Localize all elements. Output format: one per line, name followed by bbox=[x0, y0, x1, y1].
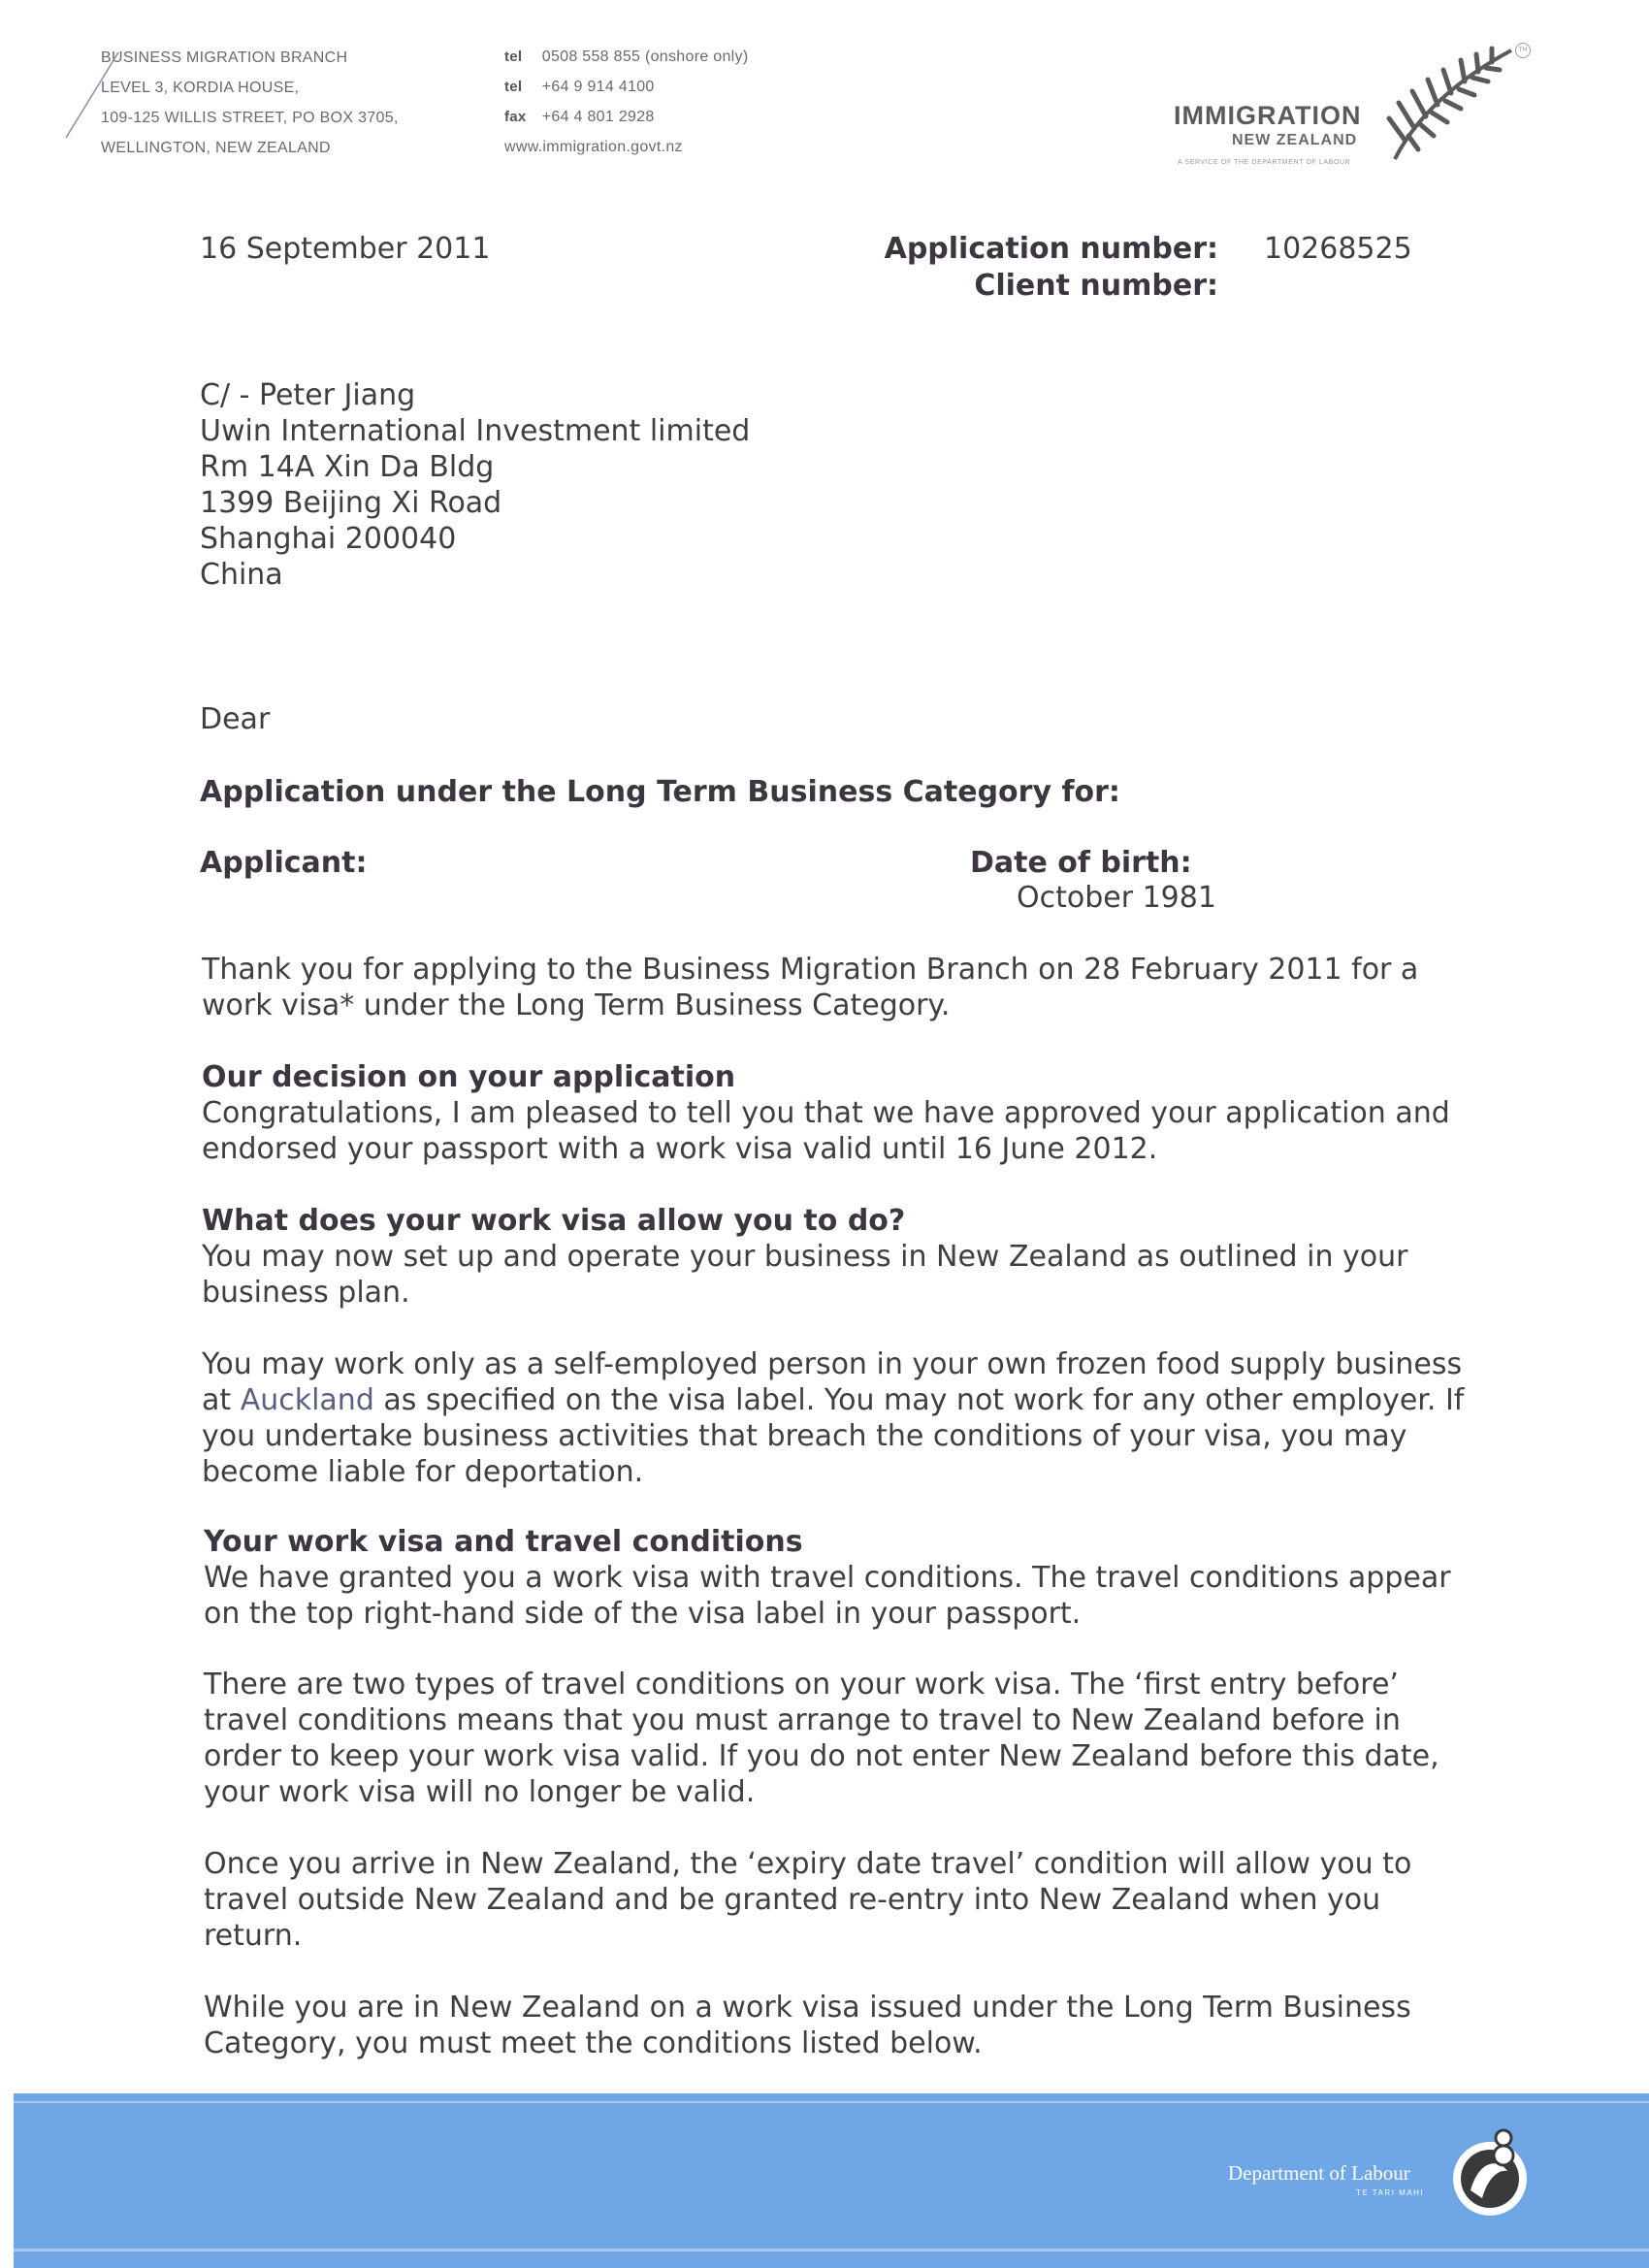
dob-value: October 1981 bbox=[1017, 881, 1216, 915]
decision-section bbox=[202, 1059, 1463, 1167]
website-link[interactable]: www.immigration.govt.nz bbox=[504, 139, 683, 155]
section-heading: Our decision on your application bbox=[202, 1060, 736, 1094]
visa-allowance-section bbox=[202, 1203, 1463, 1311]
contact-row: fax +64 4 801 2928 bbox=[504, 109, 655, 125]
recipient-address bbox=[200, 377, 750, 593]
travel-conditions-section bbox=[204, 1524, 1484, 1632]
branch-address bbox=[101, 43, 399, 163]
applicant-label: Applicant: bbox=[200, 846, 368, 880]
conditions-intro-paragraph: While you are in New Zealand on a work visa issued under the Long Term Business Category, you must meet the conditions listed below. bbox=[204, 1991, 1411, 2060]
logo-title: IMMIGRATION bbox=[1174, 101, 1362, 130]
trademark-icon: TM bbox=[1515, 43, 1531, 58]
immigration-nz-logo bbox=[1174, 43, 1528, 178]
silver-fern-icon bbox=[1375, 43, 1521, 164]
client-number-label: Client number: bbox=[974, 269, 1218, 303]
recipient-line: Uwin International Investment limited bbox=[200, 414, 751, 448]
recipient-line: Shanghai 200040 bbox=[200, 522, 457, 556]
recipient-line: 1399 Beijing Xi Road bbox=[200, 486, 502, 520]
section-heading: What does your work visa allow you to do? bbox=[202, 1204, 906, 1238]
branch-contacts bbox=[504, 42, 748, 162]
section-text: We have granted you a work visa with travel conditions. The travel conditions appear on the top right-hand side of the visa label in your passport. bbox=[204, 1561, 1451, 1631]
department-of-labour-logo-icon bbox=[1449, 2122, 1536, 2219]
expiry-travel-paragraph: Once you arrive in New Zealand, the ‘expiry date travel’ condition will allow you to travel outside New Zealand and be granted re-entry into New Zealand when you return. bbox=[204, 1847, 1412, 1953]
application-number-label: Application number: bbox=[884, 232, 1218, 266]
address-line: 109-125 WILLIS STREET, PO BOX 3705, bbox=[101, 110, 399, 126]
first-entry-paragraph: There are two types of travel conditions on your work visa. The ‘first entry before’ travel conditions means that you must arrange to travel to New Zealand before in order to keep your work visa valid. If you do not enter New Zealand before this date, your work visa will no longer be valid. bbox=[204, 1668, 1439, 1809]
logo-subtitle: NEW ZEALAND bbox=[1232, 132, 1358, 148]
work-conditions-paragraph: You may work only as a self-employed person in your own frozen food supply business at Auckland as specified on the visa label. You may not work for any other employer. If you undertake business activities that breach the conditions of your visa, you may become liable for deportation. bbox=[202, 1347, 1465, 1489]
recipient-line: China bbox=[200, 558, 283, 592]
footer-divider bbox=[14, 2249, 1649, 2252]
salutation: Dear bbox=[200, 702, 271, 736]
section-heading: Your work visa and travel conditions bbox=[204, 1525, 803, 1559]
dob-label: Date of birth: bbox=[970, 846, 1192, 880]
location-text: Auckland bbox=[240, 1383, 374, 1417]
address-line: LEVEL 3, KORDIA HOUSE, bbox=[101, 80, 300, 96]
footer-band bbox=[14, 2093, 1649, 2268]
logo-tagline: A SERVICE OF THE DEPARTMENT OF LABOUR bbox=[1178, 159, 1351, 166]
contact-row: tel 0508 558 855 (onshore only) bbox=[504, 49, 749, 65]
recipient-line: Rm 14A Xin Da Bldg bbox=[200, 450, 495, 484]
section-text: Congratulations, I am pleased to tell you that we have approved your application and endorsed your passport with a work visa valid until 16 June 2012. bbox=[202, 1096, 1450, 1166]
address-line: BUSINESS MIGRATION BRANCH bbox=[101, 49, 348, 66]
subject-line: Application under the Long Term Business Category for: bbox=[200, 775, 1120, 809]
section-text: You may now set up and operate your business in New Zealand as outlined in your business plan. bbox=[202, 1240, 1408, 1310]
recipient-line: C/ - Peter Jiang bbox=[200, 378, 416, 412]
footer-divider bbox=[14, 2101, 1649, 2103]
letter-date: 16 September 2011 bbox=[200, 232, 491, 266]
department-name: Department of Labour bbox=[1228, 2161, 1410, 2185]
intro-paragraph: Thank you for applying to the Business Migration Branch on 28 February 2011 for a work visa* under the Long Term Business Category. bbox=[202, 953, 1419, 1022]
address-line: WELLINGTON, NEW ZEALAND bbox=[101, 140, 331, 156]
contact-row: tel +64 9 914 4100 bbox=[504, 79, 655, 95]
pen-mark-icon bbox=[58, 47, 126, 144]
application-number: 10268525 bbox=[1264, 232, 1412, 266]
department-maori-name: TE TARI MAHI bbox=[1356, 2188, 1425, 2197]
